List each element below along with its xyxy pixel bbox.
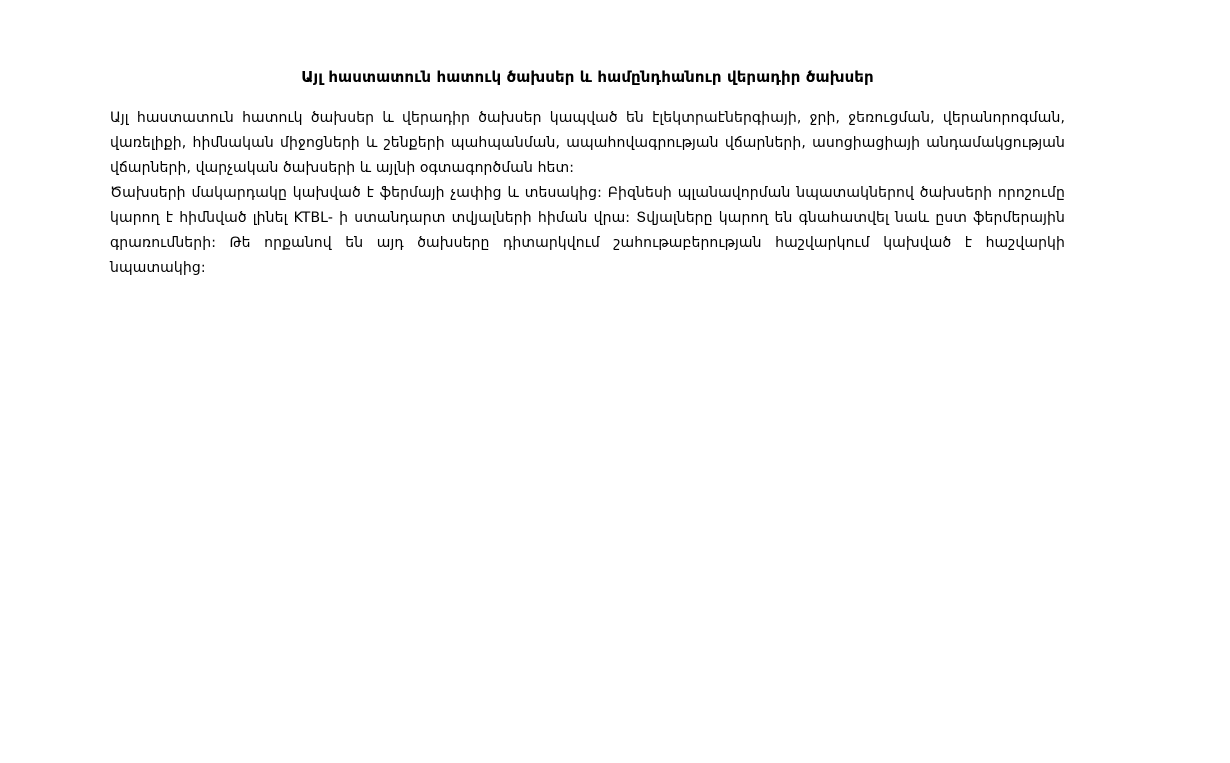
document-title: Այլ հաստատուն հատուկ ծախսեր և համընդհանուր վերադիր ծախսեր [301,68,874,86]
paragraph-1: Այլ հաստատուն հատուկ ծախսեր և վերադիր ծախսեր կապված են էլեկտրաէներգիայի, ջրի, ջեռուցման, վերանորոգման, վառելիքի, հիմնական միջոցների և շենքերի պահպանման, ապահովագրության վճարների, ասոցիացիայի անդամակցության վճարների, վարչական ծախսերի և այլնի օգտագործման հետ: [110,110,1065,176]
paragraph-2: Ծախսերի մակարդակը կախված է ֆերմայի չափից և տեսակից: Բիզնեսի պլանավորման նպատակներով ծախսերի որոշումը կարող է հիմնված լինել KTBL- ի ստանդարտ տվյալների հիման վրա: Տվյալները կարող են գնահատվել նաև ըստ ֆերմերային գրառումների: Թե որքանով են այդ ծախսերը դիտարկվում շահութաբերության հաշվարկում կախված է հաշվարկի նպատակից: [110,185,1065,276]
document-body [110,106,1065,281]
